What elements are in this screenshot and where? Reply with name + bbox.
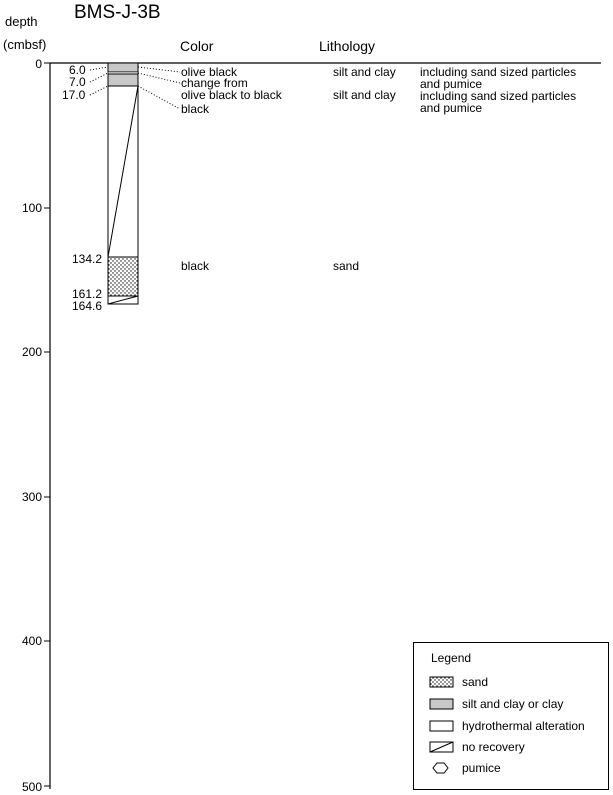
tick-label-200: 200 (21, 345, 42, 359)
tick-label-400: 400 (21, 634, 42, 648)
leader-right-1 (138, 67, 180, 72)
unit-silt-clay-1 (108, 63, 138, 72)
legend-swatch-hydrothermal (430, 721, 453, 731)
pumice-icon (433, 763, 448, 773)
legend-swatch-silt-clay (430, 699, 453, 709)
legend (413, 642, 609, 790)
tick-label-500: 500 (21, 780, 42, 794)
legend-swatch-sand (430, 677, 453, 687)
legend-label-no-recovery: no recovery (462, 740, 525, 754)
legend-swatches (414, 643, 608, 789)
depth-label-7: 7.0 (69, 75, 86, 89)
leader-right-3 (138, 86, 180, 109)
legend-label-sand: sand (462, 675, 489, 689)
leader-6 (90, 67, 108, 70)
legend-title: Legend (431, 651, 472, 665)
color-row2-line1: change from (181, 76, 248, 90)
note-row1-line1: including sand sized particles (420, 65, 577, 79)
legend-label-hydrothermal: hydrothermal alteration (462, 719, 585, 733)
unit-sand (108, 257, 138, 296)
core-title: BMS-J-3B (74, 2, 161, 23)
depth-label-17: 17.0 (62, 88, 86, 102)
legend-label-pumice: pumice (462, 761, 501, 775)
unit-silt-clay-2 (108, 74, 138, 86)
tick-label-100: 100 (21, 201, 42, 215)
tick-label-0: 0 (35, 57, 42, 71)
leader-right-2 (138, 73, 180, 83)
legend-label-silt-clay: silt and clay or clay (462, 697, 564, 711)
lithology-row3: sand (333, 259, 360, 273)
lithology-row1: silt and clay (333, 65, 396, 79)
depth-label-164: 164.6 (72, 299, 103, 313)
leader-17 (90, 86, 108, 95)
color-row2-line2: olive black to black (181, 88, 282, 102)
depth-label-134: 134.2 (72, 252, 103, 266)
note-row2-line2: and pumice (420, 101, 483, 115)
note-row2-line1: including sand sized particles (420, 89, 577, 103)
tick-label-300: 300 (21, 490, 42, 504)
note-row1-line2: and pumice (420, 77, 483, 91)
axis-label-depth: depth (5, 14, 38, 29)
color-row3: black (181, 259, 210, 273)
axis-label-unit: (cmbsf) (3, 37, 47, 52)
leader-7 (90, 73, 108, 82)
color-row1: olive black (181, 65, 238, 79)
column-header-color: Color (180, 38, 214, 54)
lithology-row2: silt and clay (333, 88, 396, 102)
depth-label-6: 6.0 (69, 63, 86, 77)
column-header-lithology: Lithology (319, 38, 376, 54)
color-row2-line3: black (181, 102, 210, 116)
depth-label-161: 161.2 (72, 287, 103, 301)
